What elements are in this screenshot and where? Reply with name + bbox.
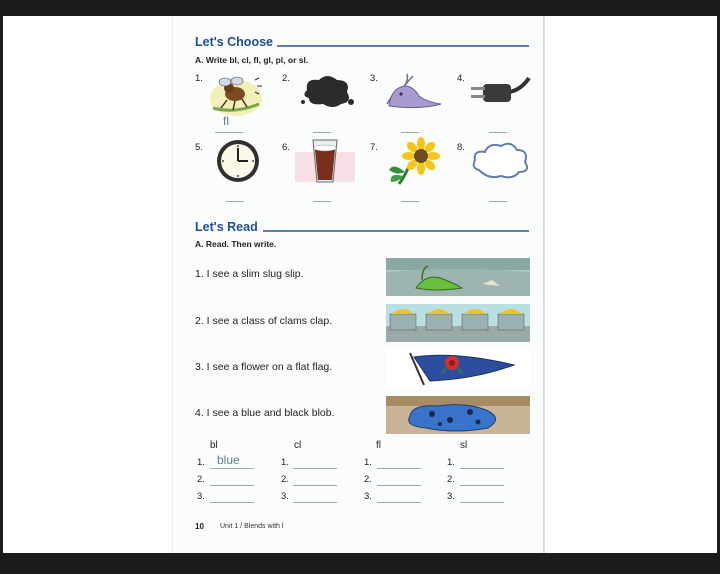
answer-blank[interactable]: [489, 201, 507, 202]
row-number: 3.: [281, 491, 289, 502]
answer-blank[interactable]: [401, 201, 419, 202]
answer-blank[interactable]: [377, 485, 421, 486]
answer-handwriting: blue: [217, 453, 240, 467]
screen-border-top: [0, 0, 720, 16]
item-number: 3.: [370, 73, 378, 84]
answer-blank[interactable]: [313, 132, 331, 133]
answer-blank[interactable]: [460, 468, 504, 469]
blob-illustration: [386, 396, 530, 434]
sentence: 4. I see a blue and black blob.: [195, 407, 335, 419]
row-number: 3.: [447, 491, 455, 502]
workbook-page: [172, 16, 545, 553]
fly-icon: [207, 72, 265, 118]
item-number: 7.: [370, 142, 378, 153]
answer-blank[interactable]: [226, 201, 244, 202]
answer-blank[interactable]: [377, 468, 421, 469]
column-header-bl: bl: [210, 440, 218, 451]
choose-instruction: A. Write bl, cl, fl, gl, pl, or sl.: [195, 55, 309, 65]
answer-blank[interactable]: [460, 502, 504, 503]
row-number: 1.: [281, 457, 289, 468]
slug-icon: [381, 70, 443, 114]
answer-blank[interactable]: [293, 468, 337, 469]
answer-handwriting: fl: [223, 114, 229, 128]
row-number: 3.: [197, 491, 205, 502]
answer-blank[interactable]: [210, 468, 254, 469]
item-number: 6.: [282, 142, 290, 153]
column-header-cl: cl: [294, 440, 302, 451]
row-number: 2.: [447, 474, 455, 485]
item-number: 4.: [457, 73, 465, 84]
row-number: 2.: [281, 474, 289, 485]
answer-blank[interactable]: [313, 201, 331, 202]
item-number: 5.: [195, 142, 203, 153]
section-rule: [263, 230, 529, 232]
cloud-icon: [469, 140, 531, 182]
flag-illustration: [386, 349, 530, 389]
column-header-fl: fl: [376, 440, 381, 451]
item-number: 1.: [195, 73, 203, 84]
row-number: 1.: [364, 457, 372, 468]
plug-icon: [469, 74, 531, 114]
footer-unit-label: Unit 1 / Blends with l: [220, 523, 284, 530]
answer-blank[interactable]: [401, 132, 419, 133]
row-number: 2.: [364, 474, 372, 485]
answer-blank[interactable]: [210, 502, 254, 503]
answer-blank[interactable]: [460, 485, 504, 486]
answer-blank[interactable]: [215, 132, 243, 133]
slug-illustration: [386, 258, 530, 296]
sentence: 3. I see a flower on a flat flag.: [195, 361, 333, 373]
answer-blank[interactable]: [210, 485, 254, 486]
column-header-sl: sl: [460, 440, 468, 451]
page-number: 10: [195, 522, 204, 531]
flower-icon: [385, 136, 443, 186]
answer-blank[interactable]: [293, 485, 337, 486]
sentence: 1. I see a slim slug slip.: [195, 268, 304, 280]
blob-icon: [297, 72, 357, 112]
section-rule: [277, 45, 529, 47]
screen-border-bottom: [0, 553, 720, 574]
glass-icon: [295, 136, 355, 186]
read-instruction: A. Read. Then write.: [195, 239, 277, 249]
item-number: 2.: [282, 73, 290, 84]
item-number: 8.: [457, 142, 465, 153]
row-number: 1.: [197, 457, 205, 468]
clock-icon: [215, 138, 261, 184]
section-title-lets-read: Let's Read: [195, 220, 258, 234]
sentence: 2. I see a class of clams clap.: [195, 315, 333, 327]
row-number: 1.: [447, 457, 455, 468]
answer-blank[interactable]: [489, 132, 507, 133]
answer-blank[interactable]: [293, 502, 337, 503]
answer-blank[interactable]: [377, 502, 421, 503]
section-title-lets-choose: Let's Choose: [195, 35, 273, 49]
clams-illustration: [386, 304, 530, 342]
row-number: 2.: [197, 474, 205, 485]
row-number: 3.: [364, 491, 372, 502]
